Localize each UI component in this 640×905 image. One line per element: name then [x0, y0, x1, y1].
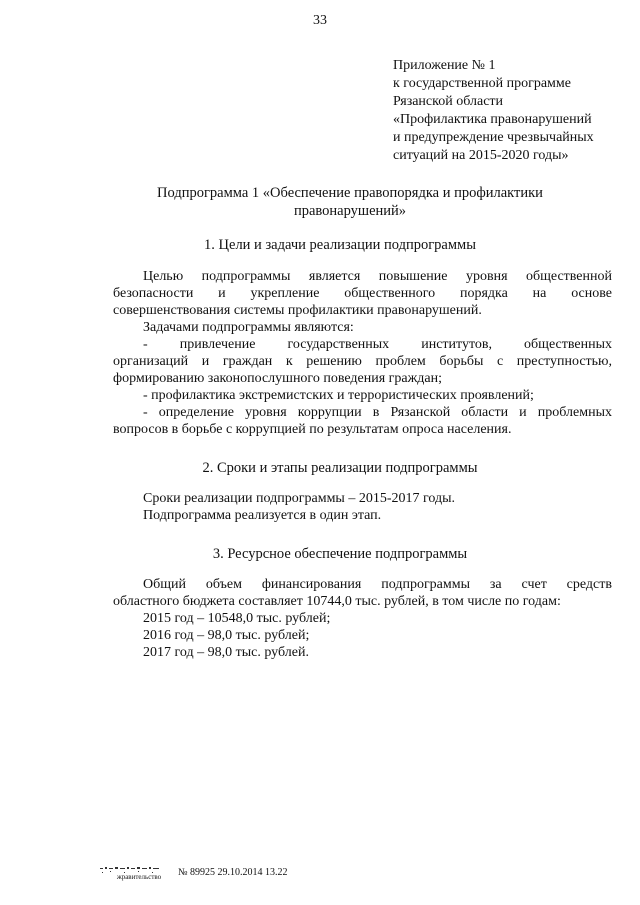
- appendix-line: Приложение № 1: [393, 58, 496, 73]
- text-line: вопросов в борьбе с коррупцией по результатам опроса населения.: [113, 422, 512, 437]
- appendix-line: Рязанской области: [393, 94, 504, 109]
- text-line: - привлечение государственных институтов, общественных: [143, 337, 612, 352]
- goals-paragraph: [113, 268, 612, 438]
- text-line: безопасности и укрепление общественного порядка на основе: [113, 286, 612, 301]
- appendix-line: к государственной программе: [393, 76, 571, 91]
- text-line: Сроки реализации подпрограммы – 2015-2017 годы.: [143, 491, 456, 506]
- appendix-header: [393, 57, 633, 165]
- year-2017-line: 2017 год – 98,0 тыс. рублей.: [143, 645, 309, 660]
- document-reference: № 89925 29.10.2014 13.22: [178, 867, 288, 878]
- text-line: Общий объем финансирования подпрограммы за счет средств: [143, 577, 612, 592]
- text-line: - профилактика экстремистских и террористических проявлений;: [143, 388, 534, 403]
- year-2015-line: 2015 год – 10548,0 тыс. рублей;: [143, 611, 331, 626]
- appendix-line: и предупреждение чрезвычайных: [393, 130, 594, 145]
- timing-paragraph: [113, 490, 612, 524]
- text-line: Подпрограмма реализуется в один этап.: [143, 508, 382, 523]
- text-line: Целью подпрограммы является повышение уровня общественной: [143, 269, 612, 284]
- stamp-caption: жравительство: [116, 873, 162, 881]
- year-2016-line: 2016 год – 98,0 тыс. рублей;: [143, 628, 310, 643]
- appendix-line: ситуаций на 2015-2020 годы»: [393, 148, 569, 163]
- text-line: - определение уровня коррупции в Рязанской области и проблемных: [143, 405, 612, 420]
- text-line: формированию законопослушного поведения граждан;: [113, 371, 442, 386]
- section-heading-resources: 3. Ресурсное обеспечение подпрограммы: [212, 546, 468, 562]
- tasks-intro: Задачами подпрограммы являются:: [143, 320, 354, 335]
- subprogram-title-line: Подпрограмма 1 «Обеспечение правопорядка и профилактики: [157, 185, 543, 201]
- text-line: совершенствования системы профилактики правонарушений.: [113, 303, 482, 318]
- section-heading-goals: 1. Цели и задачи реализации подпрограммы: [204, 237, 476, 253]
- resources-paragraph: [113, 576, 612, 661]
- text-line: областного бюджета составляет 10744,0 тыс. рублей, в том числе по годам:: [113, 594, 561, 609]
- text-line: организаций и граждан к решению проблем борьбы с преступностью,: [113, 354, 612, 369]
- section-heading-timing: 2. Сроки и этапы реализации подпрограммы: [202, 460, 478, 476]
- document-footer: [100, 866, 288, 880]
- subprogram-title: [120, 184, 580, 220]
- subprogram-title-line: правонарушений»: [293, 203, 407, 219]
- page-number: 33: [313, 13, 327, 28]
- appendix-line: «Профилактика правонарушений: [393, 112, 592, 127]
